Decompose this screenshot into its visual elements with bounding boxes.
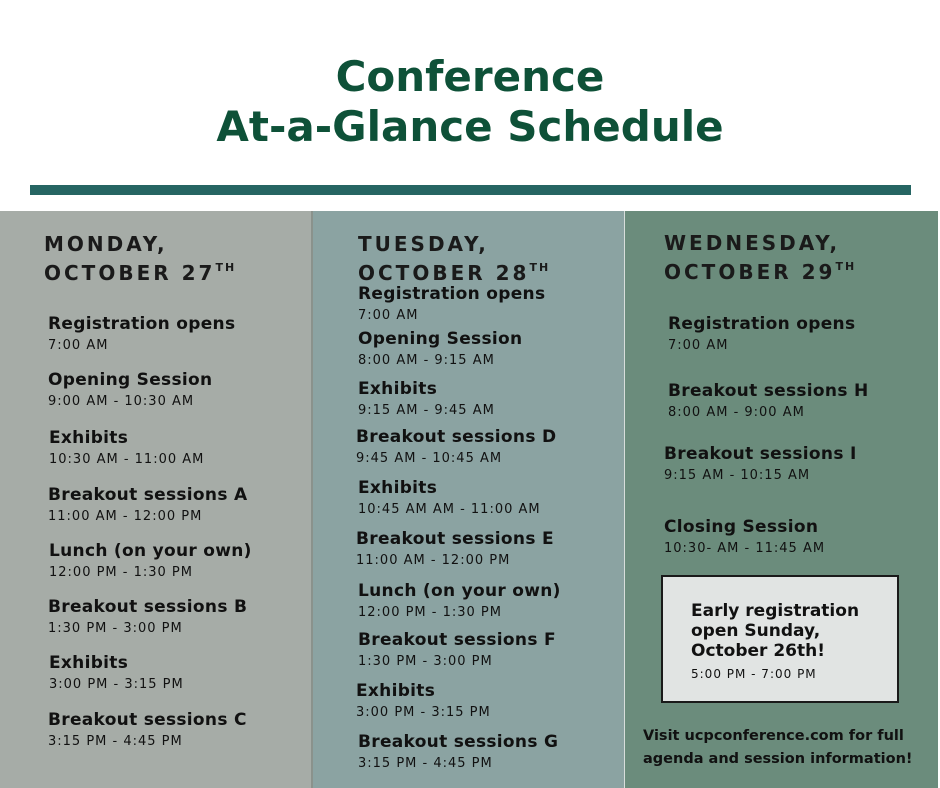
title-divider — [30, 185, 911, 195]
tuesday-event: Exhibits 3:00 PM - 3:15 PM — [356, 681, 491, 720]
wednesday-heading-line2: OCTOBER 29TH — [664, 260, 857, 284]
page-title — [0, 52, 940, 152]
monday-event: Exhibits 10:30 AM - 11:00 AM — [49, 428, 205, 467]
early-registration-text: Early registration open Sunday, October 26th! — [691, 601, 860, 661]
tuesday-event: Exhibits 9:15 AM - 9:45 AM — [358, 379, 495, 418]
wednesday-event: Registration opens 7:00 AM — [668, 314, 856, 353]
monday-event: Lunch (on your own) 12:00 PM - 1:30 PM — [49, 541, 252, 580]
monday-event: Opening Session 9:00 AM - 10:30 AM — [48, 370, 213, 409]
monday-event: Registration opens 7:00 AM — [48, 314, 236, 353]
monday-heading-line2: OCTOBER 27TH — [44, 261, 237, 285]
tuesday-event: Breakout sessions F 1:30 PM - 3:00 PM — [358, 630, 556, 669]
tuesday-event: Exhibits 10:45 AM AM - 11:00 AM — [358, 478, 541, 517]
wednesday-event: Breakout sessions H 8:00 AM - 9:00 AM — [668, 381, 869, 420]
early-registration-time: 5:00 PM - 7:00 PM — [691, 667, 817, 681]
tuesday-event: Breakout sessions G 3:15 PM - 4:45 PM — [358, 732, 559, 771]
title-line-2: At-a-Glance Schedule — [216, 102, 724, 151]
monday-heading-line1: MONDAY, — [44, 232, 168, 256]
monday-event: Exhibits 3:00 PM - 3:15 PM — [49, 653, 184, 692]
tuesday-heading-line2: OCTOBER 28TH — [358, 261, 551, 285]
column-divider — [624, 211, 625, 788]
tuesday-heading-line1: TUESDAY, — [358, 232, 489, 256]
monday-heading — [44, 232, 236, 285]
tuesday-event: Breakout sessions D 9:45 AM - 10:45 AM — [356, 427, 557, 466]
tuesday-event: Breakout sessions E 11:00 AM - 12:00 PM — [356, 529, 554, 568]
tuesday-event: Registration opens 7:00 AM — [358, 284, 546, 323]
column-divider — [311, 211, 313, 788]
wednesday-heading-line1: WEDNESDAY, — [664, 231, 841, 255]
tuesday-event: Opening Session 8:00 AM - 9:15 AM — [358, 329, 523, 368]
monday-event: Breakout sessions B 1:30 PM - 3:00 PM — [48, 597, 248, 636]
monday-event: Breakout sessions A 11:00 AM - 12:00 PM — [48, 485, 248, 524]
tuesday-heading — [358, 232, 550, 285]
visit-website-note: Visit ucpconference.com for full agenda and session information! — [643, 728, 913, 767]
wednesday-heading — [664, 231, 856, 284]
early-registration-box — [661, 575, 899, 703]
monday-event: Breakout sessions C 3:15 PM - 4:45 PM — [48, 710, 247, 749]
wednesday-event: Closing Session 10:30- AM - 11:45 AM — [664, 517, 826, 556]
wednesday-event: Breakout sessions I 9:15 AM - 10:15 AM — [664, 444, 857, 483]
title-line-1: Conference — [335, 52, 605, 101]
tuesday-event: Lunch (on your own) 12:00 PM - 1:30 PM — [358, 581, 561, 620]
